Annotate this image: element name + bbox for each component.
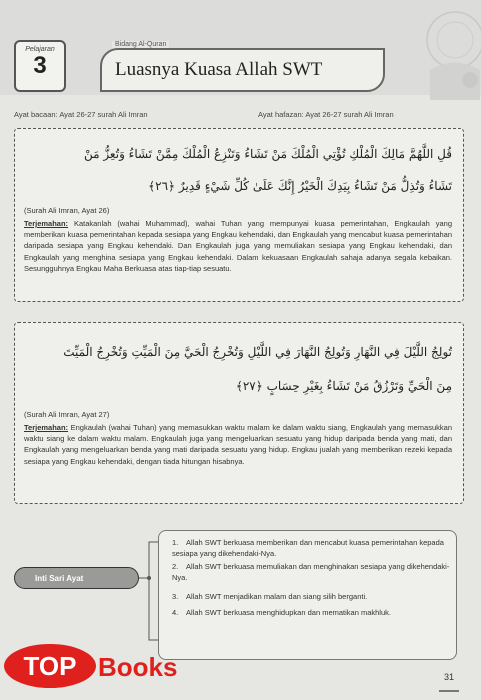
- inti-point: 4. Allah SWT berkuasa menghidupkan dan mematikan makhluk.: [172, 608, 391, 617]
- translation-text: Engkaulah (wahai Tuhan) yang memasukkan waktu malam ke dalam waktu siang, Engkaulah yang memasukkan waktu siang ke dalam waktu malam. Engkaulah juga yang mengeluarkan sesuatu yang hidup daripada benda yang mati, dan Engkaulah yang mengeluarkan benda yang mati daripada sesuatu yang hidup. Engkau jualah yang memberikan rezeki kepada sesiapa yang Engkau kehendaki, dengan tiada hitungan hisabnya.: [24, 423, 452, 466]
- ayat-bacaan: Ayat bacaan: Ayat 26-27 surah Ali Imran: [14, 110, 148, 119]
- lesson-badge: [14, 40, 66, 92]
- decorative-corner-graphic: [400, 10, 481, 100]
- inti-point: 3. Allah SWT menjadikan malam dan siang silih berganti.: [172, 592, 368, 601]
- lesson-label: Pelajaran: [25, 46, 55, 53]
- connector-lines: [139, 540, 159, 650]
- inti-point: 2. Allah SWT berkuasa memuliakan dan menghinakan sesiapa yang dikehendaki-Nya.: [172, 562, 450, 582]
- subject-label: Bidang Al-Quran: [112, 41, 169, 48]
- arabic-verse-27-line2: مِنَ الْحَيِّ وَتَرْزُقُ مَنْ تَشَاءُ بِغَيْرِ حِسَابٍ ﴿٢٧﴾: [235, 379, 452, 393]
- translation-26: [24, 218, 452, 274]
- arabic-verse-27-line1: تُولِجُ اللَّيْلَ فِي النَّهَارِ وَتُولِجُ النَّهَارَ فِي اللَّيْلِ وَتُخْرِجُ الْحَيَّ مِنَ الْمَيِّتِ وَتُخْرِجُ الْمَيِّتَ: [63, 345, 452, 359]
- logo-books-text: Books: [98, 652, 178, 682]
- translation-label: Terjemahan:: [24, 219, 69, 228]
- inti-sari-label: Inti Sari Ayat: [14, 567, 139, 589]
- arabic-verse-26-line2: تَشَاءُ وَتُذِلُّ مَنْ تَشَاءُ بِيَدِكَ الْخَيْرُ إِنَّكَ عَلَىٰ كُلِّ شَيْءٍ قَدِيرٌ ﴿٢٦﴾: [148, 179, 452, 193]
- translation-label: Terjemahan:: [24, 423, 69, 432]
- page-title: Luasnya Kuasa Allah SWT: [115, 59, 323, 80]
- page-number: 31: [439, 672, 459, 692]
- inti-point: 1. Allah SWT berkuasa memberikan dan mencabut kuasa pemerintahan kepada sesiapa yang dikehendaki-Nya.: [172, 538, 444, 558]
- verse-reference-26: (Surah Ali Imran, Ayat 26): [24, 206, 110, 215]
- translation-text: Katakanlah (wahai Muhammad), wahai Tuhan yang mempunyai kuasa pemerintahan, Engkaulah yang memberikan kuasa pemerintahan kepada sesiapa yang Engkau kehendaki, dan Engkaulah yang mencabut kuasa pemerintahan daripada sesiapa yang Engkau kehendaki. Dan Engkaulah juga yang memuliakan sesiapa yang Engkau kehendaki, dan Engkaulah yang menghina sesiapa yang Engkau kehendaki. Dalam kekuasaan Engkaulah sahaja adanya segala kebaikan. Sesungguhnya Engkau Maha Berkuasa atas tiap-tiap sesuatu.: [24, 219, 452, 273]
- ayat-hafazan: Ayat hafazan: Ayat 26-27 surah Ali Imran: [258, 110, 394, 119]
- lesson-number: 3: [33, 52, 47, 79]
- translation-27: [24, 422, 452, 467]
- topbooks-logo: [2, 642, 202, 690]
- verse-reference-27: (Surah Ali Imran, Ayat 27): [24, 410, 110, 419]
- logo-top-text: TOP: [23, 651, 77, 681]
- arabic-verse-26-line1: قُلِ اللَّهُمَّ مَالِكَ الْمُلْكِ تُؤْتِي الْمُلْكَ مَنْ تَشَاءُ وَتَنْزِعُ الْمُلْكَ مِمَّنْ تَشَاءُ وَتُعِزُّ مَنْ: [83, 147, 452, 161]
